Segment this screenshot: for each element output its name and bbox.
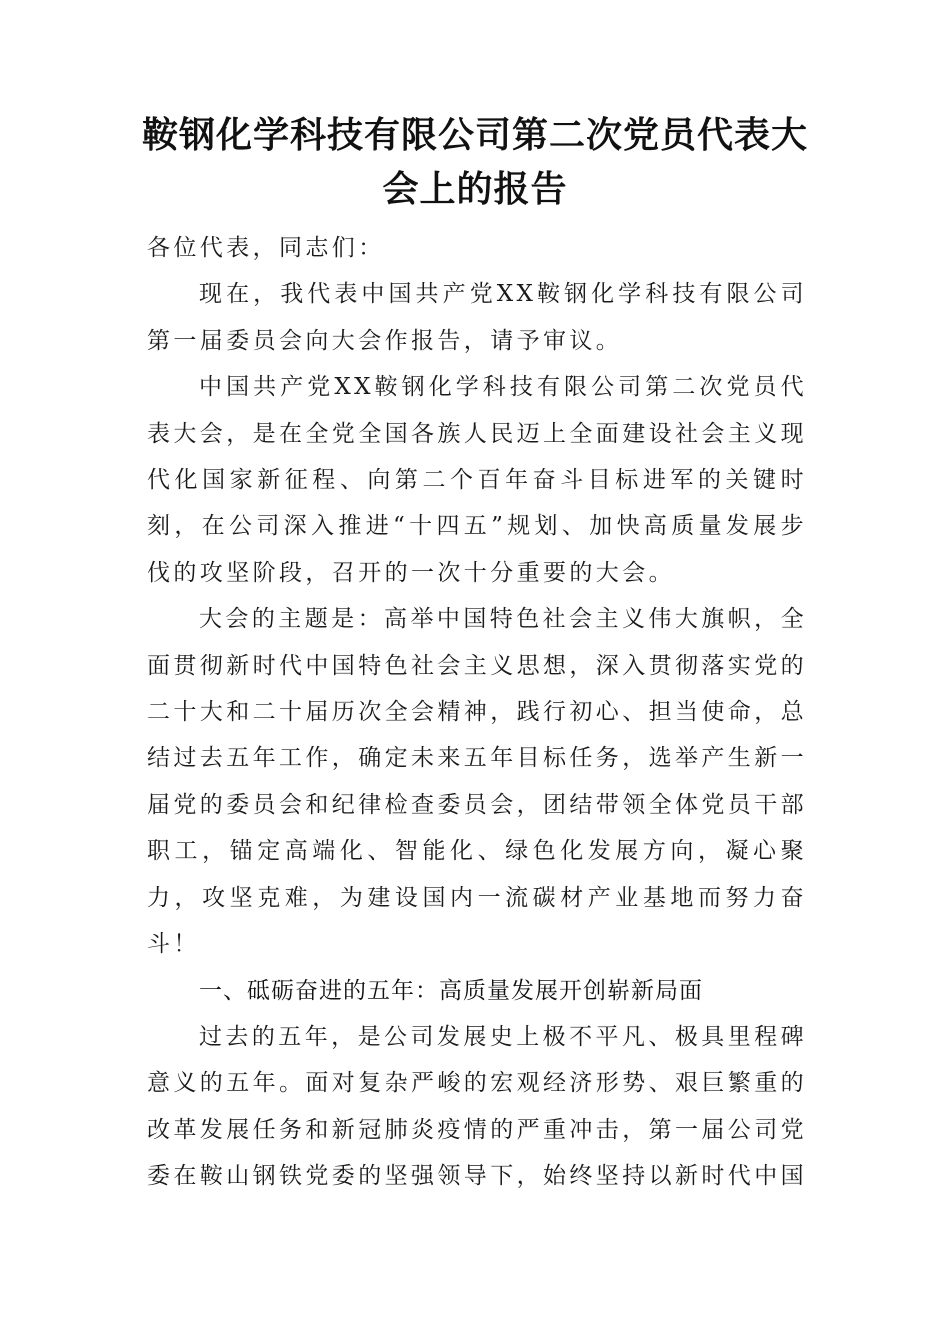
paragraph-intro: 现在，我代表中国共产党XX鞍钢化学科技有限公司第一届委员会向大会作报告，请予审议。: [147, 281, 807, 354]
document-body: [147, 225, 807, 1200]
paragraph-review: 过去的五年，是公司发展史上极不平凡、极具里程碑意义的五年。面对复杂严峻的宏观经济形势、艰巨繁重的改革发展任务和新冠肺炎疫情的严重冲击，第一届公司党委在鞍山钢铁党委的坚强领导下，始终坚持以新时代中国: [147, 1023, 807, 1190]
paragraph-theme: 大会的主题是：高举中国特色社会主义伟大旗帜，全面贯彻新时代中国特色社会主义思想，深入贯彻落实党的二十大和二十届历次全会精神，践行初心、担当使命，总结过去五年工作，确定未来五年目标任务，选举产生新一届党的委员会和纪律检查委员会，团结带领全体党员干部职工，锚定高端化、智能化、绿色化发展方向，凝心聚力，攻坚克难，为建设国内一流碳材产业基地而努力奋斗！: [147, 606, 807, 958]
salutation: 各位代表，同志们：: [147, 235, 385, 261]
section-heading: 一、砥砺奋进的五年：高质量发展开创崭新局面: [199, 977, 703, 1004]
document-title: 鞍钢化学科技有限公司第二次党员代表大会上的报告: [141, 114, 808, 210]
paragraph-context: 中国共产党XX鞍钢化学科技有限公司第二次党员代表大会，是在全党全国各族人民迈上全面建设社会主义现代化国家新征程、向第二个百年奋斗目标进军的关键时刻，在公司深入推进“十四五”规划、加快高质量发展步伐的攻坚阶段，召开的一次十分重要的大会。: [147, 374, 807, 586]
